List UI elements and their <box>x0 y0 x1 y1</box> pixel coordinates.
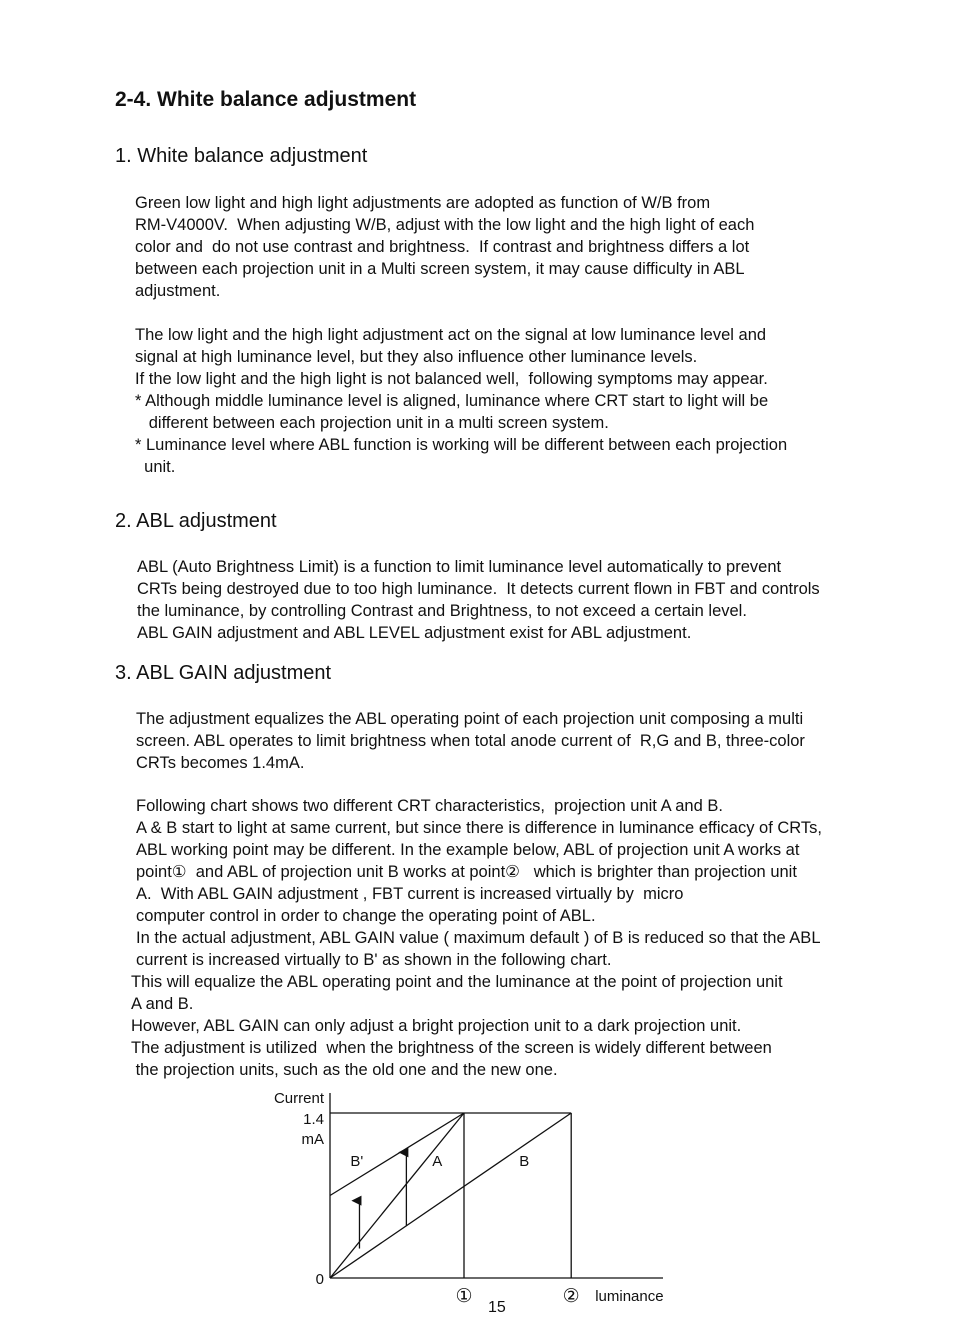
section2-paragraph-1 <box>137 556 820 644</box>
text-line: * Although middle luminance level is aligned, luminance where CRT start to light will be <box>135 392 769 410</box>
series-line-b <box>330 1113 571 1278</box>
text-line: ABL working point may be different. In the example below, ABL of projection unit A works at <box>136 841 800 859</box>
text-line: color and do not use contrast and brightness. If contrast and brightness differs a lot <box>135 238 750 256</box>
text-line: However, ABL GAIN can only adjust a bright projection unit to a dark projection unit. <box>131 1017 742 1035</box>
text-line: RM-V4000V. When adjusting W/B, adjust with the low light and the high light of each <box>135 216 755 234</box>
text-line: The adjustment equalizes the ABL operating point of each projection unit composing a multi <box>136 710 804 728</box>
text-line: Following chart shows two different CRT characteristics, projection unit A and B. <box>136 797 723 815</box>
section3-paragraph-1 <box>136 708 805 774</box>
text-line: the luminance, by controlling Contrast and Brightness, to not exceed a certain level. <box>137 602 747 620</box>
section2-heading: 2. ABL adjustment <box>115 510 277 532</box>
text-line: point① and ABL of projection unit B works at point② which is brighter than projection unit <box>136 863 797 881</box>
text-line: CRTs being destroyed due to too high luminance. It detects current flown in FBT and controls <box>137 580 820 598</box>
y-axis-label: Current <box>273 1090 324 1107</box>
text-line: adjustment. <box>135 282 221 300</box>
section1-paragraph-2 <box>135 324 787 478</box>
x-tick-point-1: ① <box>455 1286 473 1307</box>
text-line: signal at high luminance level, but they also influence other luminance levels. <box>135 348 698 366</box>
section1-heading: 1. White balance adjustment <box>115 145 368 167</box>
series-label-b: B <box>519 1153 530 1171</box>
text-line: If the low light and the high light is not balanced well, following symptoms may appear. <box>135 370 768 388</box>
text-line: The low light and the high light adjustment act on the signal at low luminance level and <box>135 326 767 344</box>
abl-chart-svg <box>260 1085 680 1312</box>
text-line: ABL GAIN adjustment and ABL LEVEL adjustment exist for ABL adjustment. <box>137 624 692 642</box>
page-title: 2-4. White balance adjustment <box>115 88 417 111</box>
series-label-a: A <box>432 1153 443 1171</box>
text-line: A and B. <box>131 995 194 1013</box>
x-tick-point-2: ② <box>562 1286 580 1307</box>
text-line: different between each projection unit in a multi screen system. <box>135 414 609 432</box>
series-line-a <box>330 1113 464 1278</box>
text-line: computer control in order to change the operating point of ABL. <box>136 907 596 925</box>
y-tick-0: 0 <box>315 1271 324 1288</box>
y-tick-unit: mA <box>301 1131 324 1148</box>
text-line: A & B start to light at same current, but since there is difference in luminance efficacy of CRTs, <box>136 819 822 837</box>
section3-paragraph-3 <box>131 971 783 1081</box>
text-line: * Luminance level where ABL function is working will be different between each projection <box>135 436 788 454</box>
section3-paragraph-2 <box>136 795 822 971</box>
x-axis-label: luminance <box>595 1288 664 1305</box>
section1-paragraph-1 <box>135 192 754 302</box>
y-tick-1-4: 1.4 <box>303 1111 324 1128</box>
text-line: In the actual adjustment, ABL GAIN value ( maximum default ) of B is reduced so that the ABL <box>136 929 821 947</box>
text-line: CRTs becomes 1.4mA. <box>136 754 305 772</box>
text-line: between each projection unit in a Multi screen system, it may cause difficulty in ABL <box>135 260 745 278</box>
text-line: screen. ABL operates to limit brightness when total anode current of R,G and B, three-color <box>136 732 805 750</box>
text-line: Green low light and high light adjustments are adopted as function of W/B from <box>135 194 711 212</box>
abl-chart <box>260 1085 680 1312</box>
text-line: ABL (Auto Brightness Limit) is a function to limit luminance level automatically to prevent <box>137 558 782 576</box>
text-line: the projection units, such as the old one and the new one. <box>131 1061 558 1079</box>
text-line: The adjustment is utilized when the brightness of the screen is widely different between <box>131 1039 772 1057</box>
text-line: This will equalize the ABL operating point and the luminance at the point of projection unit <box>131 973 783 991</box>
section3-heading: 3. ABL GAIN adjustment <box>115 662 332 684</box>
page-number: 15 <box>488 1299 506 1316</box>
series-label-b-prime: B' <box>350 1153 364 1171</box>
text-line: current is increased virtually to B' as shown in the following chart. <box>136 951 612 969</box>
text-line: unit. <box>135 458 176 476</box>
text-line: A. With ABL GAIN adjustment , FBT current is increased virtually by micro <box>136 885 684 903</box>
